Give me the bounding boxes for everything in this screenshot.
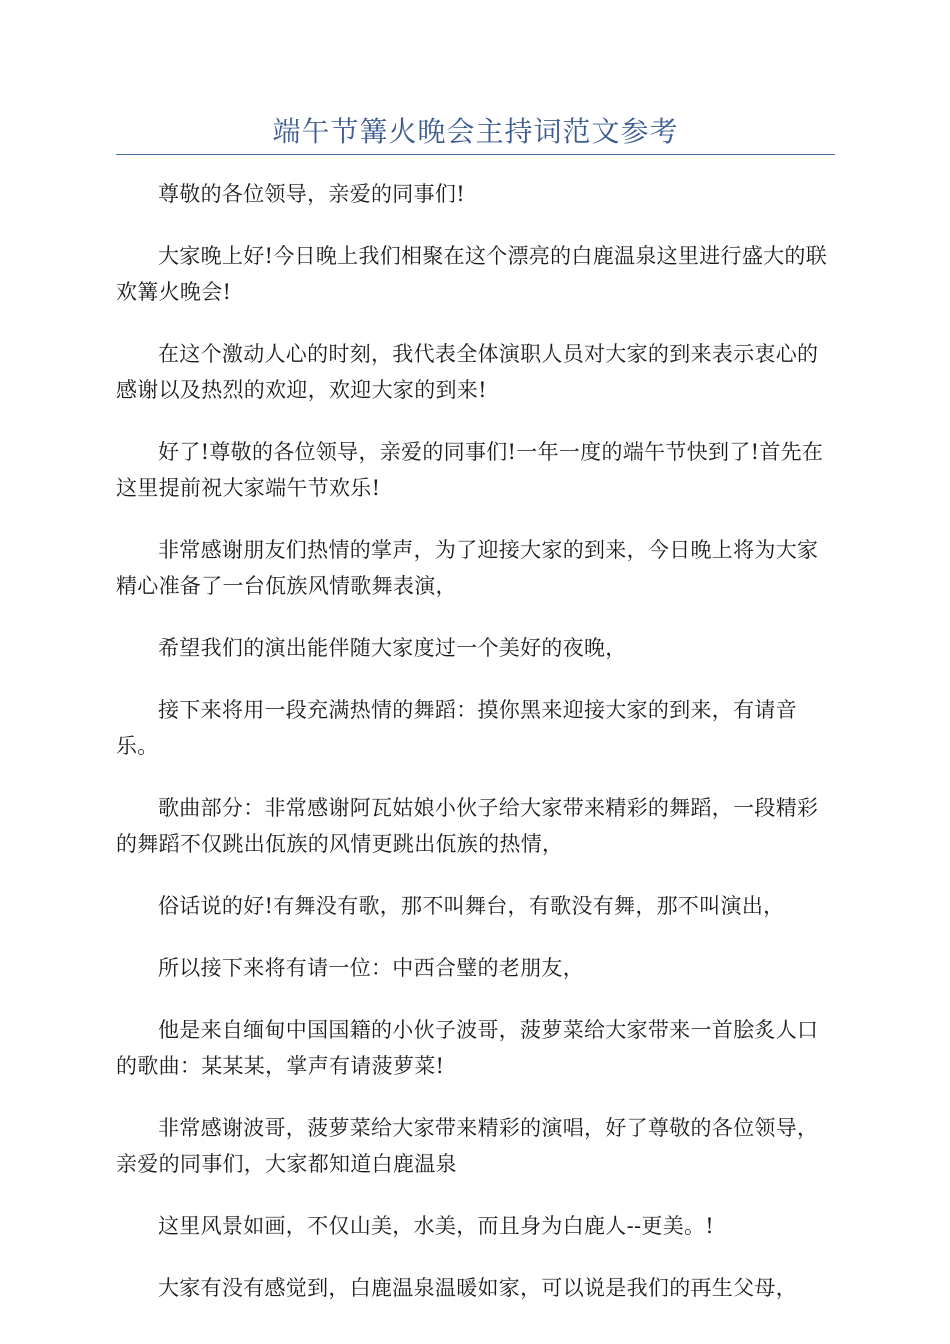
paragraph: 俗话说的好!有舞没有歌，那不叫舞台，有歌没有舞，那不叫演出， xyxy=(158,894,785,918)
paragraph: 歌曲部分：非常感谢阿瓦姑娘小伙子给大家带来精彩的舞蹈，一段精彩的舞蹈不仅跳出佤族的风情更跳出佤族的热情， xyxy=(116,796,819,856)
paragraph: 非常感谢朋友们热情的掌声，为了迎接大家的到来，今日晚上将为大家精心准备了一台佤族风情歌舞表演， xyxy=(116,538,819,598)
paragraph: 好了!尊敬的各位领导，亲爱的同事们!一年一度的端午节快到了!首先在这里提前祝大家端午节欢乐! xyxy=(116,440,824,500)
paragraph: 非常感谢波哥，菠萝菜给大家带来精彩的演唱，好了尊敬的各位领导，亲爱的同事们，大家都知道白鹿温泉 xyxy=(116,1116,819,1176)
paragraph: 接下来将用一段充满热情的舞蹈：摸你黑来迎接大家的到来，有请音乐。 xyxy=(116,698,797,758)
paragraph: 他是来自缅甸中国国籍的小伙子波哥，菠萝菜给大家带来一首脍炙人口的歌曲：某某某，掌声有请菠萝菜! xyxy=(116,1018,819,1078)
paragraph: 大家有没有感觉到，白鹿温泉温暖如家，可以说是我们的再生父母， xyxy=(158,1276,797,1300)
paragraph: 尊敬的各位领导，亲爱的同事们! xyxy=(158,182,465,206)
paragraph: 希望我们的演出能伴随大家度过一个美好的夜晚， xyxy=(158,636,627,660)
document-body xyxy=(116,176,835,1332)
document-title: 端午节篝火晚会主持词范文参考 xyxy=(272,115,679,148)
paragraph: 大家晚上好!今日晚上我们相聚在这个漂亮的白鹿温泉这里进行盛大的联欢篝火晚会! xyxy=(116,244,828,304)
paragraph: 在这个激动人心的时刻，我代表全体演职人员对大家的到来表示衷心的感谢以及热烈的欢迎，欢迎大家的到来! xyxy=(116,342,819,402)
title-underline xyxy=(116,154,835,155)
paragraph: 这里风景如画，不仅山美，水美，而且身为白鹿人--更美。! xyxy=(158,1214,715,1238)
paragraph: 所以接下来将有请一位：中西合璧的老朋友， xyxy=(158,956,584,980)
